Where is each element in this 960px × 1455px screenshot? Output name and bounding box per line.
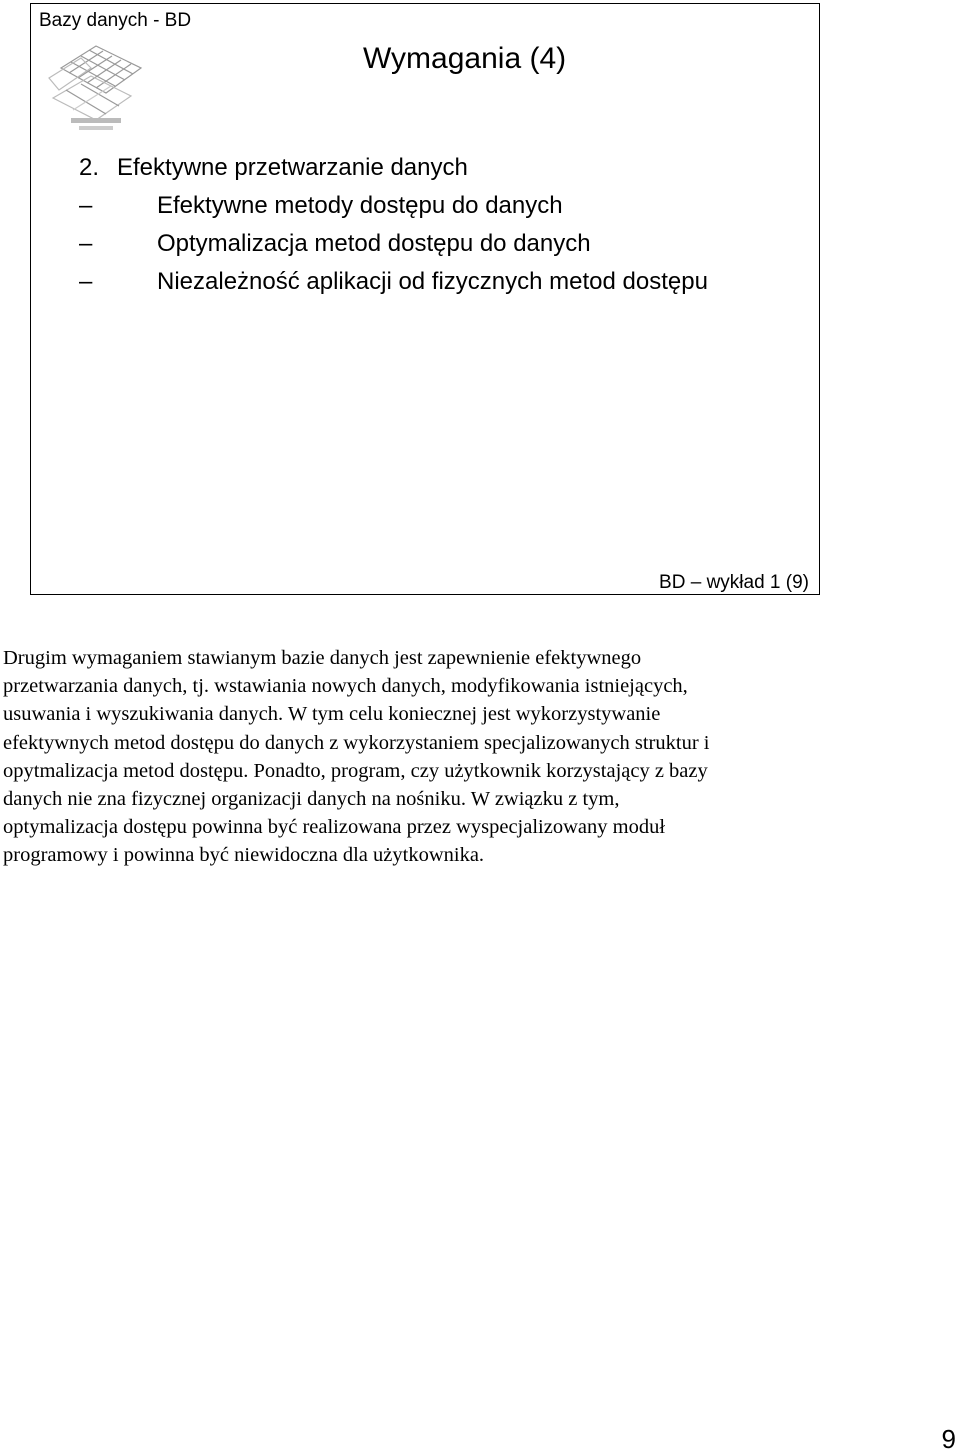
notes-line: opytmalizacja metod dostępu. Ponadto, program, czy użytkownik korzystający z bazy [3,759,708,782]
sub-list-item [79,225,708,263]
notes-line: usuwania i wyszukiwania danych. W tym celu koniecznej jest wykorzystywanie [3,703,661,726]
dash-bullet: – [79,268,93,295]
list-item-number: 2. [79,154,100,181]
sub-list-item [79,263,708,301]
notes-paragraph [3,644,853,870]
list-item [79,149,708,187]
notes-line: przetwarzania danych, tj. wstawiania nowych danych, modyfikowania istniejących, [3,675,688,698]
notes-line: programowy i powinna być niewidoczna dla użytkownika. [3,844,485,867]
notes-line: danych nie zna fizycznej organizacji danych na nośniku. W związku z tym, [3,788,620,811]
notes-line: efektywnych metod dostępu do danych z wykorzystaniem specjalizowanych struktur i [3,731,710,754]
notes-line: optymalizacja dostępu powinna być realizowana przez wyspecjalizowany moduł [3,816,666,839]
page-number: 9 [941,1424,956,1454]
sub-list-item-text: Efektywne metody dostępu do danych [157,192,563,219]
sub-list-item-text: Optymalizacja metod dostępu do danych [157,230,591,257]
slide-footer: BD – wykład 1 (9) [659,572,809,593]
slide-content-list [79,149,708,301]
slide-title: Wymagania (4) [363,42,567,75]
notes-line: Drugim wymaganiem stawianym bazie danych jest zapewnienie efektywnego [3,647,642,669]
grid-logo-icon [41,38,151,134]
dash-bullet: – [79,230,93,257]
sub-list-item-text: Niezależność aplikacji od fizycznych metod dostępu [157,268,708,295]
sub-list-item [79,187,708,225]
dash-bullet: – [79,192,93,219]
slide-header: Bazy danych - BD [39,10,192,31]
list-item-text: Efektywne przetwarzanie danych [117,154,468,181]
slide-frame [30,3,820,595]
